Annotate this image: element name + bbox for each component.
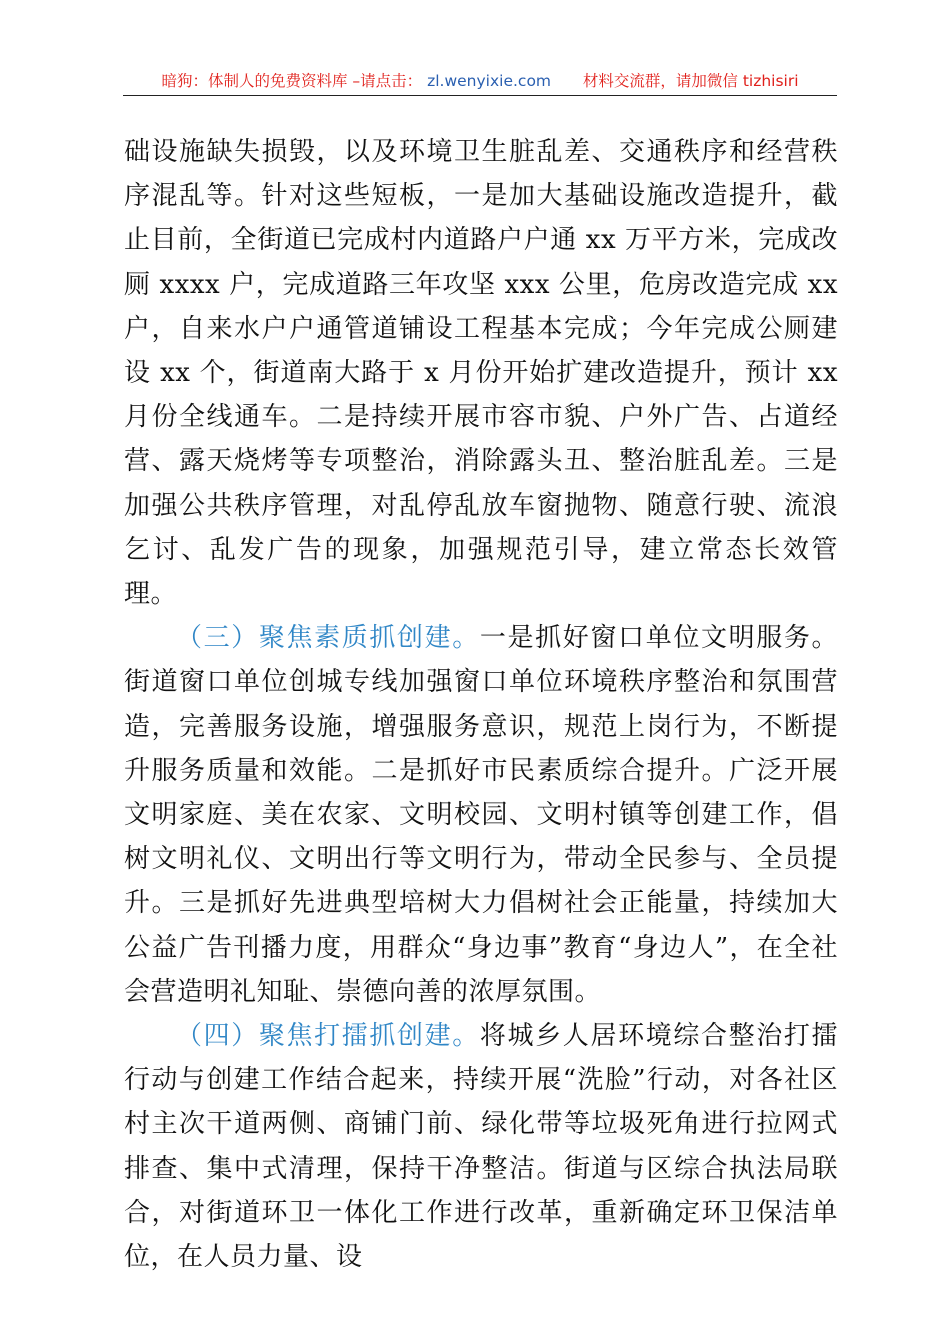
header-click-label: –请点击： (352, 72, 423, 90)
paragraph-competition (124, 1014, 838, 1279)
section-heading-3: （三）聚焦素质抓创建。 (176, 623, 480, 654)
paragraph-infrastructure: 础设施缺失损毁，以及环境卫生脏乱差、交通秩序和经营秩序混乱等。针对这些短板，一是加大基础设施改造提升，截止目前，全街道已完成村内道路户户通 xx 万平方米，完成改厕 xxxx 户，完成道路三年攻坚 xxx 公里，危房改造完成 xx 户，自来水户户通管道铺设工程基本完成；今年完成公厕建设 xx 个，街道南大路于 x 月份开始扩建改造提升，预计 xx 月份全线通车。二是持续开展市容市貌、户外广告、占道经营、露天烧烤等专项整治，消除露头丑、整治脏乱差。三是加强公共秩序管理，对乱停乱放车窗抛物、随意行驶、流浪乞讨、乱发广告的现象，加强规范引导，建立常态长效管理。 (124, 137, 838, 610)
page-header (123, 68, 837, 94)
header-wechat-note: 材料交流群，请加微信 tizhisiri (582, 72, 799, 90)
header-divider (123, 95, 837, 96)
paragraph-quality-text: 一是抓好窗口单位文明服务。街道窗口单位创城专线加强窗口单位环境秩序整治和氛围营造，完善服务设施，增强服务意识，规范上岗行为，不断提升服务质量和效能。二是抓好市民素质综合提升。广泛开展文明家庭、美在农家、文明校园、文明村镇等创建工作，倡树文明礼仪、文明出行等文明行为，带动全民参与、全员提升。三是抓好先进典型培树大力倡树社会正能量，持续加大公益广告刊播力度，用群众“身边事”教育“身边人”，在全社会营造明礼知耻、崇德向善的浓厚氛围。 (124, 623, 838, 1007)
header-brand: 暗狗：体制人的免费资料库 (161, 72, 348, 90)
section-heading-4: （四）聚焦打擂抓创建。 (176, 1021, 480, 1052)
document-body (124, 130, 838, 1279)
header-url-link[interactable]: zl.wenyixie.com (427, 72, 552, 90)
paragraph-quality (124, 616, 838, 1014)
paragraph-competition-text: 将城乡人居环境综合整治打擂行动与创建工作结合起来，持续开展“洗脸”行动，对各社区村主次干道两侧、商铺门前、绿化带等垃圾死角进行拉网式排查、集中式清理，保持干净整洁。街道与区综合执法局联合，对街道环卫一体化工作进行改革，重新确定环卫保洁单位，在人员力量、设 (124, 1021, 838, 1273)
